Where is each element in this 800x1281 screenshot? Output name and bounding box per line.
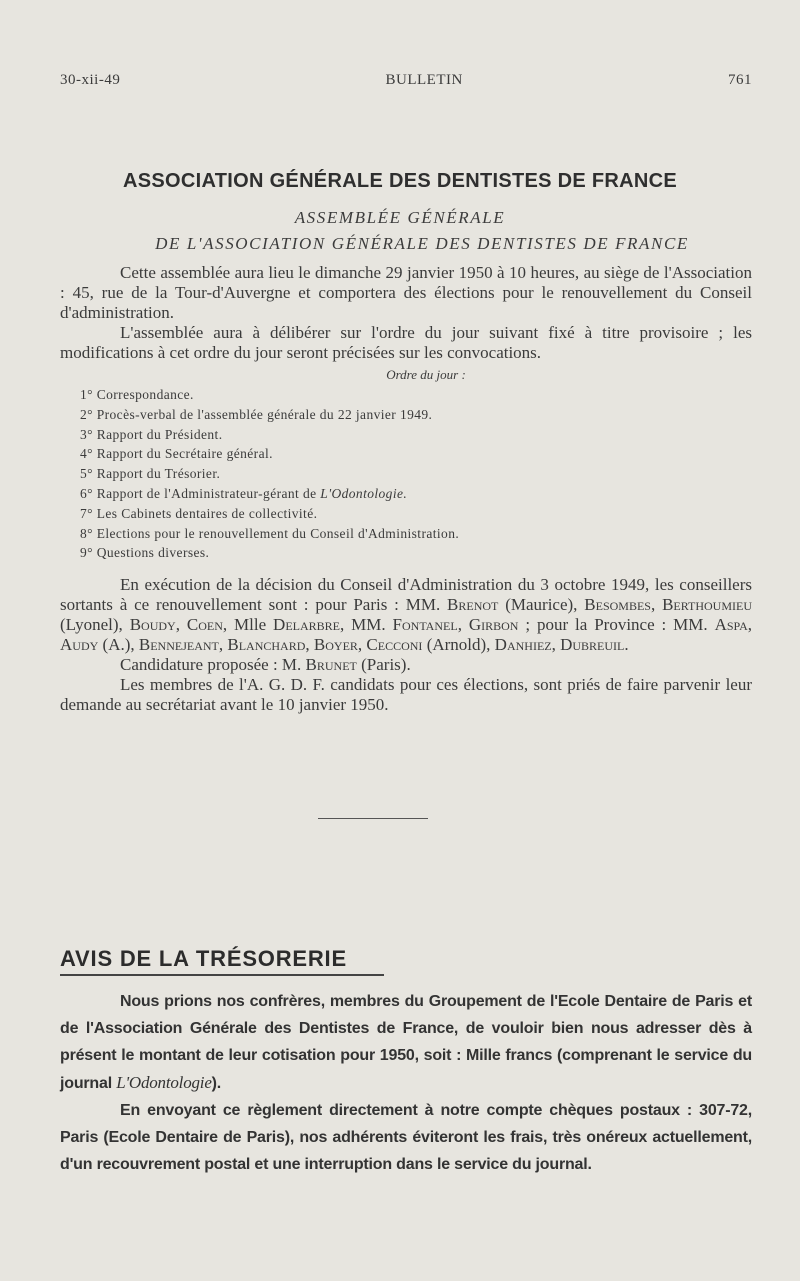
person-name: Blanchard	[227, 635, 306, 655]
person-name: Audy	[60, 635, 99, 655]
article-title: ASSOCIATION GÉNÉRALE DES DENTISTES DE FRANCE	[123, 170, 677, 192]
person-name: Cecconi	[366, 635, 423, 655]
ordre-item: 9° Questions diverses.	[80, 545, 210, 561]
text-segment: (Paris).	[356, 655, 411, 675]
person-name: Bennejeant	[138, 635, 219, 655]
paragraph-conseillers-sortants	[60, 575, 752, 655]
ordre-item: 1° Correspondance.	[80, 387, 194, 402]
header-page-number: 761	[728, 72, 752, 88]
ordre-item: 3° Rapport du Président.	[80, 426, 223, 442]
person-name: Brunet	[305, 655, 357, 675]
ordre-du-jour-heading: Ordre du jour :	[386, 367, 466, 382]
text-segment: .	[624, 635, 629, 655]
text-segment: ,	[175, 615, 187, 635]
running-header	[60, 72, 752, 89]
text-segment: Candidature proposée : M.	[120, 655, 306, 675]
person-name: Berthoumieu	[662, 595, 753, 615]
person-name: Dubreuil	[560, 635, 625, 655]
ordre-item: 4° Rapport du Secrétaire général.	[80, 446, 273, 462]
person-name: Danhiez	[494, 635, 552, 655]
text-segment: ,	[305, 635, 314, 655]
cotisation-text: Nous prions nos confrères, membres du Groupement de l'Ecole Dentaire de Paris et de l'Association Générale des Dentistes de France, de vouloir bien nous adresser dès à présent le montant de leur cotisation pour 1950, soit : Mille francs (comprenant le service du journal	[60, 993, 752, 1092]
person-name: Boudy	[129, 615, 176, 635]
person-name: Delarbre	[273, 615, 340, 635]
assemblee-body	[60, 263, 752, 715]
text-segment: , MM.	[340, 615, 393, 635]
paragraph-candidature	[60, 655, 752, 675]
text-segment: (Maurice),	[498, 595, 585, 615]
paragraph-ordre-intro: L'assemblée aura à délibérer sur l'ordre du jour suivant fixé à titre provisoire ; les modifications à cet ordre du jour seront précisées sur les convocations.	[60, 323, 752, 362]
ordre-item	[80, 484, 752, 504]
paragraph-cotisation	[60, 988, 752, 1097]
person-name: Brenot	[447, 595, 499, 615]
text-segment: ; pour la Province : MM.	[518, 615, 715, 635]
text-segment: ,	[650, 595, 663, 615]
ordre-item: 7° Les Cabinets dentaires de collectivité.	[80, 505, 318, 521]
ordre-item: 5° Rapport du Trésorier.	[80, 466, 221, 482]
journal-name: L'Odontologie.	[320, 485, 408, 501]
text-segment: ,	[357, 635, 367, 655]
header-journal: BULLETIN	[385, 72, 463, 88]
person-name: Coen	[186, 615, 223, 635]
ordre-item-text: 6° Rapport de l'Administrateur-gérant de	[80, 485, 321, 501]
text-segment: (Arnold),	[422, 635, 495, 655]
ordre-du-jour-list	[60, 385, 752, 563]
text-segment: (A.),	[98, 635, 139, 655]
text-segment: ,	[457, 615, 469, 635]
person-name: Besombes	[584, 595, 651, 615]
text-segment: ,	[747, 615, 753, 635]
text-segment: En exécution de la décision du Conseil d'Administration du 3 octobre 1949, les conseillers sortants à ce renouvellement sont : pour Paris : MM.	[60, 575, 752, 615]
text-segment: ,	[218, 635, 228, 655]
person-name: Boyer	[313, 635, 358, 655]
paragraph-demande-candidats: Les membres de l'A. G. D. F. candidats pour ces élections, sont priés de faire parvenir leur demande au secrétariat avant le 10 janvier 1950.	[60, 675, 752, 715]
text-segment: (Lyonel),	[60, 615, 130, 635]
person-name: Fontanel	[392, 615, 458, 635]
paragraph-reglement: En envoyant ce règlement directement à notre compte chèques postaux : 307-72, Paris (Ecole Dentaire de Paris), nos adhérents éviteront les frais, très onéreux actuellement, d'un recouvrement postal et une interruption dans le service du journal.	[60, 1102, 752, 1173]
avis-heading: AVIS DE LA TRÉSORERIE	[60, 946, 384, 976]
ordre-item: 2° Procès-verbal de l'assemblée générale du 22 janvier 1949.	[80, 406, 433, 422]
cotisation-end: ).	[211, 1075, 222, 1092]
tresorerie-body	[60, 988, 752, 1178]
section-divider	[318, 818, 428, 819]
header-date: 30-xii-49	[60, 72, 121, 88]
ordre-item: 8° Elections pour le renouvellement du Conseil d'Administration.	[80, 525, 460, 541]
text-segment: , Mlle	[222, 615, 274, 635]
paragraph-date-lieu: Cette assemblée aura lieu le dimanche 29 janvier 1950 à 10 heures, au siège de l'Association : 45, rue de la Tour-d'Auvergne et comportera des élections pour le renouvellement du Conseil d'administration.	[60, 263, 752, 322]
subtitle-association: DE L'ASSOCIATION GÉNÉRALE DES DENTISTES DE FRANCE	[155, 234, 689, 253]
text-segment: ,	[551, 635, 561, 655]
person-name: Aspa	[714, 615, 748, 635]
subtitle-assemblee: ASSEMBLÉE GÉNÉRALE	[294, 208, 506, 227]
journal-name: L'Odontologie	[116, 1073, 212, 1092]
person-name: Girbon	[468, 615, 519, 635]
